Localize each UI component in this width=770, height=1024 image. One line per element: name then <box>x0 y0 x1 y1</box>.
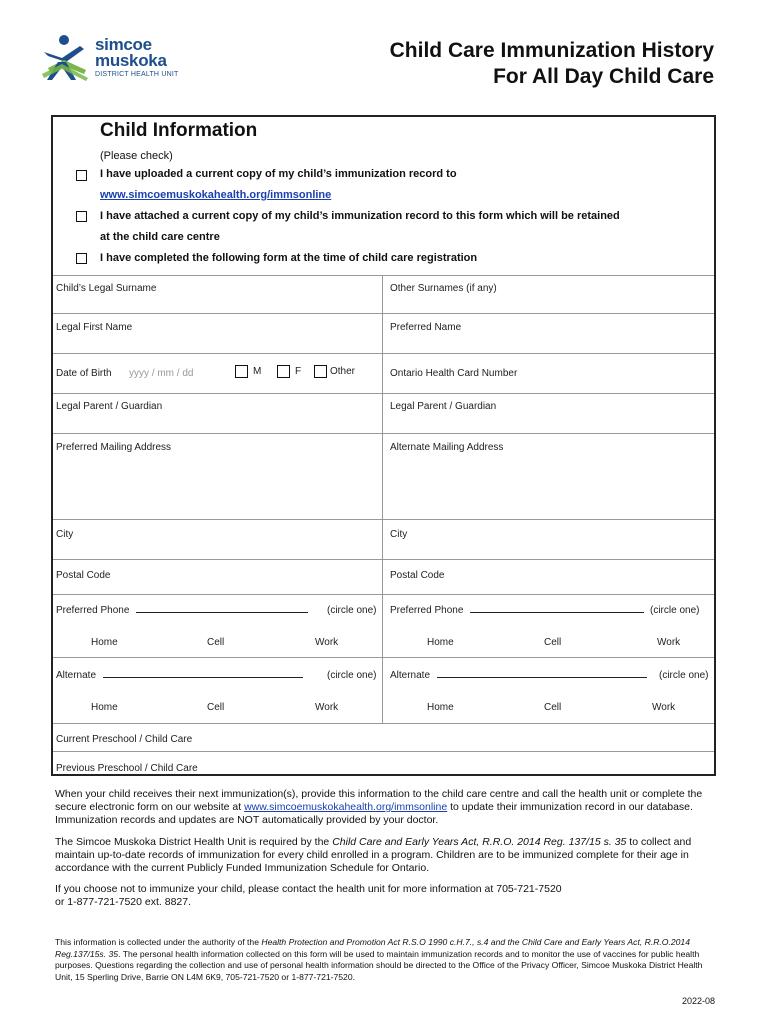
postal-code-2-field[interactable]: Postal Code <box>390 570 445 581</box>
preferred-phone-2-label: Preferred Phone <box>390 605 464 616</box>
preferred-phone-1-line[interactable] <box>136 612 308 613</box>
p1-immsonline-link[interactable]: www.simcoemuskokahealth.org/immsonline <box>244 801 448 813</box>
p2-text-a: The Simcoe Muskoka District Health Unit is required by the <box>55 836 333 848</box>
p3-line-2: or 1-877-721-7520 ext. 8827. <box>55 896 192 908</box>
other-surnames-field[interactable]: Other Surnames (if any) <box>390 283 497 294</box>
phone-2-cell[interactable]: Cell <box>544 637 562 648</box>
privacy-text-a: This information is collected under the authority of the <box>55 937 262 947</box>
city-1-field[interactable]: City <box>56 529 74 540</box>
health-unit-logo <box>40 34 190 84</box>
preferred-mailing-field[interactable]: Preferred Mailing Address <box>56 442 172 453</box>
page-title <box>390 38 714 90</box>
contact-paragraph <box>55 883 715 909</box>
alt-phone-1-cell[interactable]: Cell <box>207 702 225 713</box>
immsonline-link[interactable]: www.simcoemuskokahealth.org/immsonline <box>100 189 332 201</box>
checkbox-other[interactable] <box>314 365 327 378</box>
sex-other-option[interactable] <box>314 366 355 377</box>
title-line-1: Child Care Immunization History <box>389 39 714 62</box>
alt-phone-2-cell[interactable]: Cell <box>544 702 562 713</box>
section-heading: Child Information <box>100 120 258 141</box>
p3-line-1: If you choose not to immunize your child, please contact the health unit for more information at 705-721-7520 <box>55 883 562 895</box>
option-attached-text-2: at the child care centre <box>100 231 220 243</box>
preferred-name-field[interactable]: Preferred Name <box>390 322 462 333</box>
preferred-phone-2-field[interactable] <box>390 605 644 616</box>
alternate-phone-2-label: Alternate <box>390 670 431 681</box>
phone-1-cell[interactable]: Cell <box>207 637 225 648</box>
sex-other-label: Other <box>330 366 356 377</box>
checkbox-m[interactable] <box>235 365 248 378</box>
circle-one-3: (circle one) <box>327 670 377 681</box>
privacy-notice <box>55 937 715 983</box>
privacy-text-b: . The personal health information collected on this form will be used to maintain immunization records and to monitor the use of vaccines for public health purposes. Questions regarding the collection and use of personal health information should be directed to the Office of the Privacy Officer, Simcoe Muskoka District Health Unit, 15 Sperling Drive, Barrie ON L4M 6K9, 705-721-7520 or 1-877-721-7520. <box>55 948 703 982</box>
checkbox-uploaded[interactable] <box>76 170 87 181</box>
title-line-2: For All Day Child Care <box>493 65 714 88</box>
preferred-phone-1-field[interactable] <box>56 605 308 616</box>
city-2-field[interactable]: City <box>390 529 408 540</box>
alt-phone-2-home[interactable]: Home <box>427 702 454 713</box>
alternate-phone-2-line[interactable] <box>437 677 647 678</box>
p2-act-citation: Child Care and Early Years Act, R.R.O. 2014 Reg. 137/15 s. 35 <box>332 836 627 848</box>
option-uploaded-label <box>100 164 457 206</box>
alternate-phone-2-field[interactable] <box>390 670 647 681</box>
sex-m-label: M <box>253 366 262 377</box>
sex-f-option[interactable] <box>277 366 301 377</box>
option-uploaded-text: I have uploaded a current copy of my child’s immunization record to <box>100 168 457 180</box>
alt-phone-1-home[interactable]: Home <box>91 702 118 713</box>
checkbox-f[interactable] <box>277 365 290 378</box>
option-attached-label <box>100 206 620 248</box>
alternate-phone-1-label: Alternate <box>56 670 97 681</box>
phone-1-work[interactable]: Work <box>315 637 339 648</box>
alt-phone-1-work[interactable]: Work <box>315 702 339 713</box>
legislation-paragraph <box>55 836 715 875</box>
parent-guardian-1-field[interactable]: Legal Parent / Guardian <box>56 401 163 412</box>
date-of-birth-field: Date of Birth <box>56 368 112 379</box>
dob-input[interactable]: yyyy / mm / dd <box>129 368 194 379</box>
legal-surname-field[interactable]: Child’s Legal Surname <box>56 283 157 294</box>
child-information-form <box>51 115 716 776</box>
sex-f-label: F <box>295 366 302 377</box>
preferred-phone-1-label: Preferred Phone <box>56 605 130 616</box>
checkbox-completed[interactable] <box>76 253 87 264</box>
privacy-act-citation: Health Protection and Promotion Act R.S.O 1990 c.H.7., s.4 and the Child Care and Early Years Act, R.R.O.2014 Reg.137/15s. 35 <box>55 937 690 959</box>
p1-text-a: When your child receives their next immunization(s), provide this information to the child care centre and call the health unit or complete the secure electronic form on our website at <box>55 788 703 813</box>
postal-code-1-field[interactable]: Postal Code <box>56 570 111 581</box>
circle-one-1: (circle one) <box>327 605 377 616</box>
please-check-note: (Please check) <box>100 150 173 162</box>
p1-text-b: to update their immunization record in our database. Immunization records and updates are NOT automatically provided by your doctor. <box>55 801 693 826</box>
alternate-phone-1-line[interactable] <box>103 677 303 678</box>
circle-one-4: (circle one) <box>659 670 709 681</box>
alt-phone-2-work[interactable]: Work <box>652 702 676 713</box>
option-attached-text: I have attached a current copy of my child’s immunization record to this form which will be retained <box>100 210 620 222</box>
form-version-date: 2022-08 <box>681 996 715 1006</box>
parent-guardian-2-field[interactable]: Legal Parent / Guardian <box>390 401 497 412</box>
phone-1-home[interactable]: Home <box>91 637 118 648</box>
current-preschool-field[interactable]: Current Preschool / Child Care <box>56 734 193 745</box>
circle-one-2: (circle one) <box>650 605 700 616</box>
p2-text-b: to collect and maintain up-to-date records of immunization for every child enrolled in a program. Children are to be immunized complete for their age in accordance with the current Publicly Funded Immunization Schedule for Ontario. <box>55 836 692 874</box>
preferred-phone-2-line[interactable] <box>470 612 644 613</box>
phone-2-work[interactable]: Work <box>657 637 681 648</box>
update-instructions-paragraph <box>55 788 715 827</box>
logo-text-muskoka: muskoka <box>95 51 167 70</box>
alternate-phone-1-field[interactable] <box>56 670 303 681</box>
alternate-mailing-field[interactable]: Alternate Mailing Address <box>390 442 504 453</box>
checkbox-attached[interactable] <box>76 211 87 222</box>
sex-m-option[interactable] <box>235 366 261 377</box>
logo-figure-icon <box>40 34 92 82</box>
previous-preschool-field[interactable]: Previous Preschool / Child Care <box>56 763 198 774</box>
phone-2-home[interactable]: Home <box>427 637 454 648</box>
option-completed-label: I have completed the following form at the time of child care registration <box>100 252 478 264</box>
logo-text-simcoe: simcoe <box>95 35 152 54</box>
health-card-field[interactable]: Ontario Health Card Number <box>390 368 518 379</box>
legal-first-name-field[interactable]: Legal First Name <box>56 322 133 333</box>
logo-text-dhu: DISTRICT HEALTH UNIT <box>95 71 179 78</box>
